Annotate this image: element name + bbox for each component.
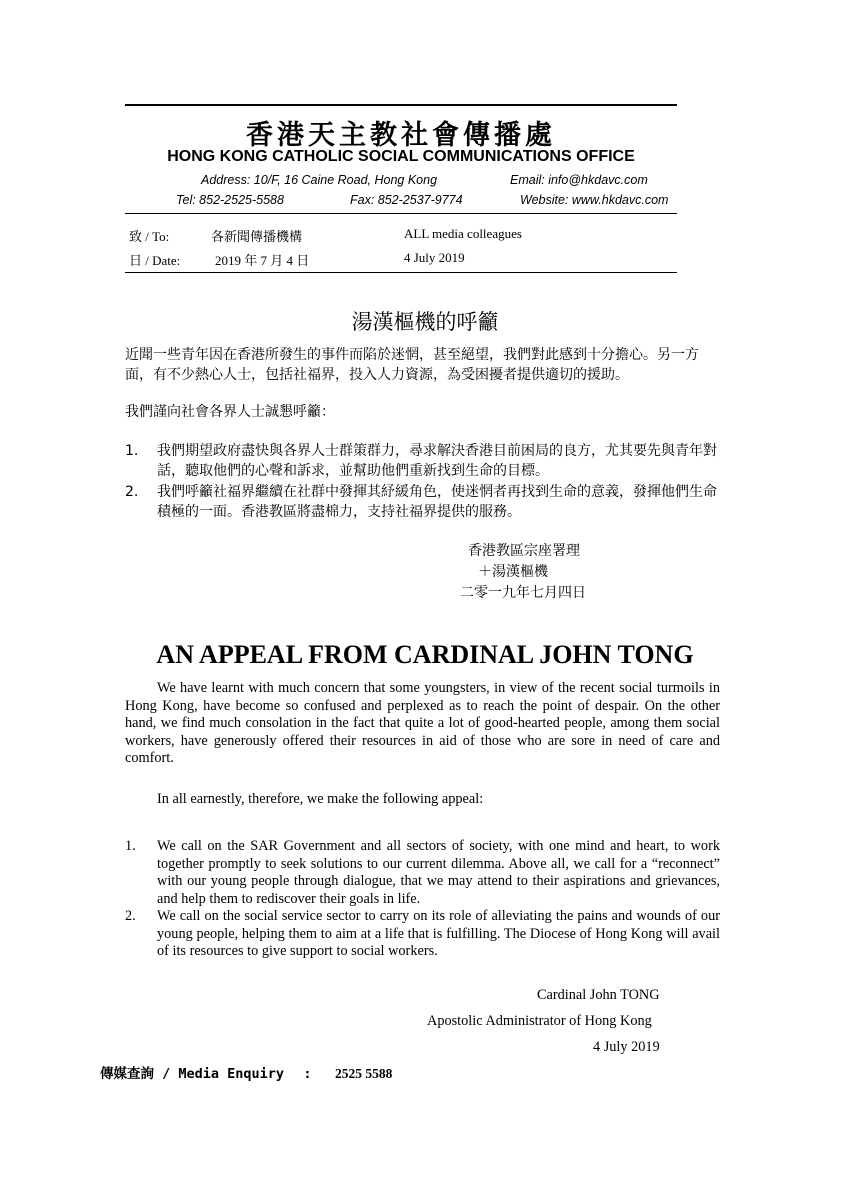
english-sign-name: Cardinal John TONG — [537, 987, 660, 1003]
office-address: Address: 10/F, 16 Caine Road, Hong Kong — [201, 173, 438, 187]
office-email: Email: info@hkdavc.com — [510, 173, 648, 187]
office-website: Website: www.hkdavc.com — [520, 193, 669, 207]
chinese-item-number: 1. — [125, 443, 139, 459]
chinese-title: 湯漢樞機的呼籲 — [351, 310, 499, 334]
english-title: AN APPEAL FROM CARDINAL JOHN TONG — [156, 640, 694, 669]
media-enquiry-phone: 2525 5588 — [334, 1066, 393, 1081]
to-english: ALL media colleagues — [404, 226, 522, 241]
office-name-english: HONG KONG CATHOLIC SOCIAL COMMUNICATIONS OFFICE — [167, 148, 635, 165]
date-english: 4 July 2019 — [404, 250, 465, 265]
office-name-chinese: 香港天主教社會傳播處 — [246, 120, 556, 151]
to-chinese: 各新聞傳播機構 — [211, 229, 303, 244]
chinese-item-text: 我們呼籲社福界繼續在社群中發揮其紓緩角色，使迷惘者再找到生命的意義，發揮他們生命積極的一面。香港教區將盡棉力，支持社福界提供的服務。 — [157, 484, 717, 520]
english-sign-title: Apostolic Administrator of Hong Kong — [427, 1013, 652, 1029]
header-top-rule — [125, 104, 677, 106]
english-appeal-intro: In all earnestly, therefore, we make the following appeal: — [157, 791, 484, 807]
english-item-number: 1. — [125, 838, 136, 854]
english-sign-date: 4 July 2019 — [593, 1039, 660, 1055]
chinese-sign-date: 二零一九年七月四日 — [460, 585, 586, 601]
english-item-text: We call on the social service sector to carry on its role of alleviating the pains and wounds of our young people, helping them to aim at a life that is fulfilling. The Diocese of Hong Kong will avail of its resources to give support to social workers. — [157, 908, 720, 959]
office-fax: Fax: 852-2537-9774 — [350, 193, 463, 207]
media-enquiry-label: 傳媒查詢 / Media Enquiry — [100, 1066, 285, 1082]
chinese-item-number: 2. — [125, 484, 139, 500]
memo-rule — [125, 272, 677, 273]
office-tel: Tel: 852-2525-5588 — [176, 193, 284, 207]
chinese-appeal-intro: 我們謹向社會各界人士誠懇呼籲： — [125, 404, 335, 420]
chinese-intro: 近聞一些青年因在香港所發生的事件而陷於迷惘，甚至絕望，我們對此感到十分擔心。另一方面，有不少熱心人士，包括社福界，投入人力資源，為受困擾者提供適切的援助。 — [125, 347, 699, 383]
date-chinese: 2019 年 7 月 4 日 — [215, 253, 310, 268]
chinese-sign-title: 香港教區宗座署理 — [468, 543, 580, 559]
english-item-text: We call on the SAR Government and all sectors of society, with one mind and heart, to work together promptly to seek solutions to our current dilemma. Above all, we call for a “reconnect” with our young people through dialogue, that we may attend to their aspirations and grievances, and help them to rediscover their goals in life. — [157, 838, 720, 907]
chinese-sign-name: ＋湯漢樞機 — [478, 564, 548, 580]
english-intro: We have learnt with much concern that some youngsters, in view of the recent social turmoils in Hong Kong, have become so confused and perplexed as to reach the point of despair. On the other hand, we find much consolation in the fact that quite a lot of good-hearted people, among them social workers, have generously offered their resources in aid of those who are sore in need of care and comfort. — [125, 680, 720, 766]
date-label: 日 / Date: — [129, 253, 181, 268]
to-label: 致 / To: — [129, 229, 170, 244]
chinese-item-text: 我們期望政府盡快與各界人士群策群力，尋求解決香港目前困局的良方，尤其要先與青年對話，聽取他們的心聲和訴求，並幫助他們重新找到生命的目標。 — [157, 443, 717, 479]
english-item-number: 2. — [125, 908, 136, 924]
media-enquiry-separator: : — [303, 1066, 312, 1082]
media-enquiry — [100, 1062, 392, 1082]
header-bottom-rule — [125, 213, 677, 214]
